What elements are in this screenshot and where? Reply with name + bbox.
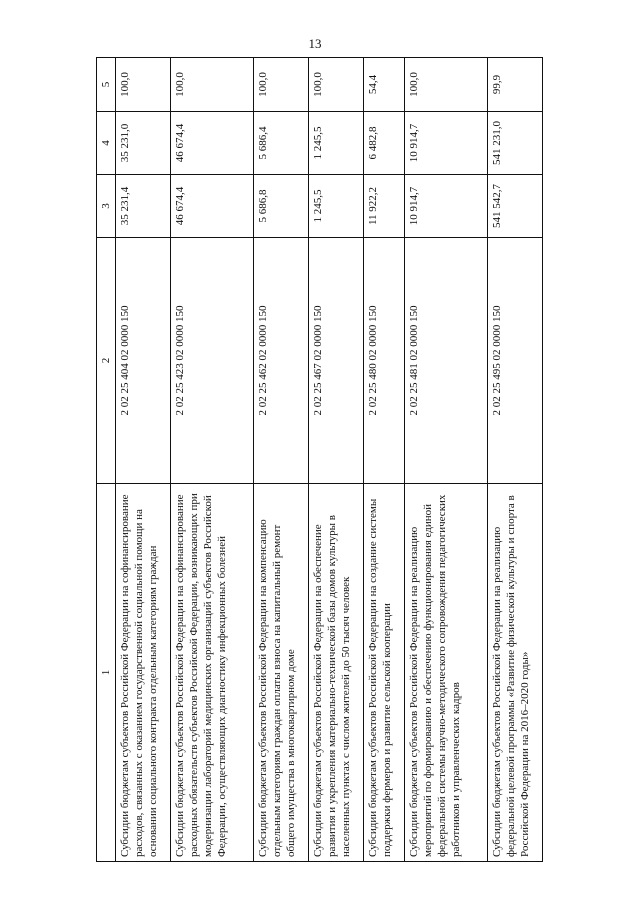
row-col3: 35 231,4: [116, 175, 171, 238]
row-description: Субсидии бюджетам субъектов Российской Федерации на софинансирование расходов, связанных с оказанием государственной социальной помощи на основании социального контракта отдельным категориям граждан: [116, 484, 171, 862]
row-col5: 100,0: [116, 58, 171, 112]
row-col5: 100,0: [309, 58, 364, 112]
table-row: [116, 58, 171, 862]
rotated-table-container: [96, 58, 531, 862]
row-code: 2 02 25 467 02 0000 150: [309, 238, 364, 484]
table-row: [254, 58, 309, 862]
budget-table: [96, 57, 543, 862]
table-row: [309, 58, 364, 862]
row-col4: 10 914,7: [405, 112, 488, 175]
table-header-row: [97, 58, 116, 862]
row-col3: 11 922,2: [364, 175, 405, 238]
row-code: 2 02 25 495 02 0000 150: [488, 238, 543, 484]
header-col-1: 1: [97, 484, 116, 862]
table-row: [488, 58, 543, 862]
row-code: 2 02 25 480 02 0000 150: [364, 238, 405, 484]
table-row: [364, 58, 405, 862]
row-col4: 6 482,8: [364, 112, 405, 175]
header-col-3: 3: [97, 175, 116, 238]
row-description: Субсидии бюджетам субъектов Российской Федерации на реализацию федеральной целевой программы «Развитие физической культуры и спорта в Российской Федерации на 2016–2020 годы»: [488, 484, 543, 862]
row-description: Субсидии бюджетам субъектов Российской Федерации на софинансирование расходных обязательств субъектов Российской Федерации, возникающих при модернизации лабораторий медицинских организаций субъектов Российской Федерации, осуществляющих диагностику инфекционных болезней: [171, 484, 254, 862]
row-col4: 46 674,4: [171, 112, 254, 175]
row-col5: 100,0: [171, 58, 254, 112]
row-description: Субсидии бюджетам субъектов Российской Федерации на создание системы поддержки фермеров и развитие сельской кооперации: [364, 484, 405, 862]
row-col3: 1 245,5: [309, 175, 364, 238]
row-col5: 100,0: [405, 58, 488, 112]
row-description: Субсидии бюджетам субъектов Российской Федерации на компенсацию отдельным категориям граждан оплаты взноса на капитальный ремонт общего имущества в многоквартирном доме: [254, 484, 309, 862]
page-number: 13: [308, 36, 322, 51]
row-description: Субсидии бюджетам субъектов Российской Федерации на обеспечение развития и укрепления материально-технической базы домов культуры в населенных пунктах с числом жителей до 50 тысяч человек: [309, 484, 364, 862]
row-col4: 1 245,5: [309, 112, 364, 175]
row-description: Субсидии бюджетам субъектов Российской Федерации на реализацию мероприятий по формированию и обеспечению функционирования единой федеральной системы научно-методического сопровождения педагогических работников и управленческих кадров: [405, 484, 488, 862]
row-code: 2 02 25 404 02 0000 150: [116, 238, 171, 484]
table-row: [171, 58, 254, 862]
row-code: 2 02 25 423 02 0000 150: [171, 238, 254, 484]
row-col4: 541 231,0: [488, 112, 543, 175]
row-col3: 46 674,4: [171, 175, 254, 238]
row-col5: 100,0: [254, 58, 309, 112]
row-code: 2 02 25 462 02 0000 150: [254, 238, 309, 484]
header-col-4: 4: [97, 112, 116, 175]
row-col5: 99,9: [488, 58, 543, 112]
row-col5: 54,4: [364, 58, 405, 112]
header-col-2: 2: [97, 238, 116, 484]
row-code: 2 02 25 481 02 0000 150: [405, 238, 488, 484]
row-col4: 5 686,4: [254, 112, 309, 175]
row-col3: 10 914,7: [405, 175, 488, 238]
row-col3: 5 686,8: [254, 175, 309, 238]
row-col4: 35 231,0: [116, 112, 171, 175]
row-col3: 541 542,7: [488, 175, 543, 238]
header-col-5: 5: [97, 58, 116, 112]
table-row: [405, 58, 488, 862]
